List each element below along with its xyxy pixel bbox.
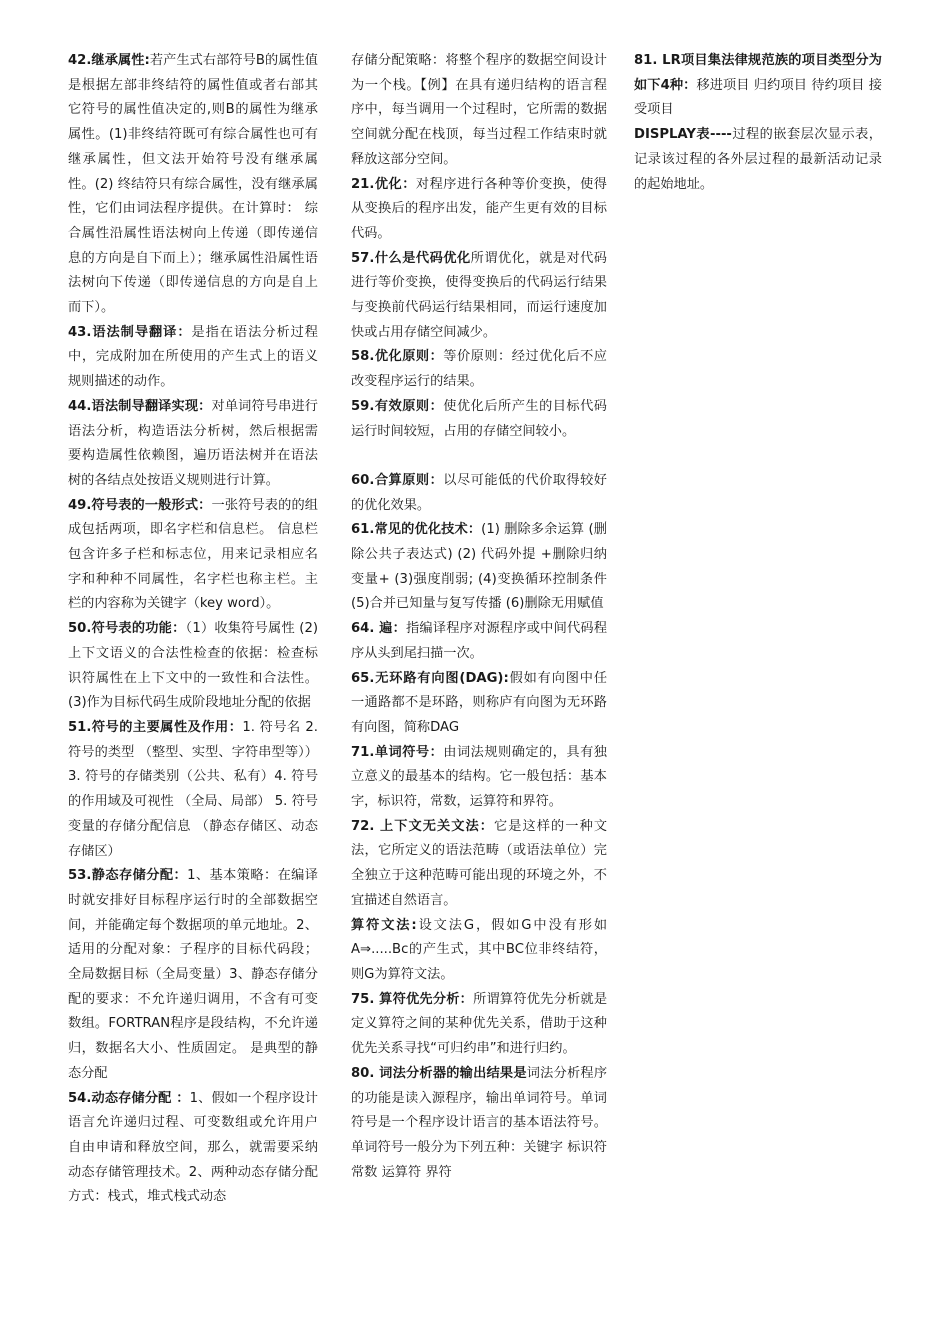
entry-text: 所谓优化，就是对代码进行等价变换，使得变换后的代码运行结果与变换前代码运行结果相同，而运行速度加快或占用存储空间减少。 [351,250,607,340]
entry-text: 存储分配策略：将整个程序的数据空间设计为一个栈。【例】在具有递归结构的语言程序中，每当调用一个过程时，它所需的数据空间就分配在栈顶，每当过程工作结束时就释放这部分空间。 [351,53,607,167]
entry [351,173,607,247]
entry [351,815,607,914]
entry-text: 若产生式右部符号B的属性值是根据左部非终结符的属性值或者右部其它符号的属性值决定的,则B的属性为继承属性。(1)非终结符既可有综合属性也可有继承属性，但文法开始符号没有继承属性。(2) 终结符只有综合属性，没有继承属性，它们由词法程序提供。在计算时： 综合属性沿属性语法树向上传递（即传递信息的方向是自下而上）；继承属性沿属性语法树向下传递（即传递信息的方向是自上而下）。 [68,53,318,316]
entry-text: 对单词符号串进行语法分析，构造语法分析树，然后根据需要构造属性依赖图，遍历语法树并在语法树的各结点处按语义规则进行计算。 [68,398,318,488]
entry-text: 使优化后所产生的目标代码运行时间较短，占用的存储空间较小。 [351,398,607,439]
entry [68,716,318,864]
entry-term: 60.合算原则： [351,472,444,488]
entry-term: 51.符号的主要属性及作用： [68,719,243,735]
entry [351,395,607,444]
entry-term: 61.常见的优化技术： [351,522,482,538]
entry [68,864,318,1086]
entry-text: 1、基本策略：在编译时就安排好目标程序运行时的全部数据空间，并能确定每个数据项的单元地址。2、适用的分配对象：子程序的目标代码段；全局数据目标（全局变量）3、静态存储分配的要求：不允许递归调用，不含有可变数组。FORTRAN程序是段结构，不允许递归，数据名大小、性质固定。 是典型的静态分配 [68,868,318,1081]
entry-text: 对程序进行各种等价变换，使得从变换后的程序出发，能产生更有效的目标代码。 [351,176,607,241]
entry-term: 57.什么是代码优化 [351,250,471,266]
entry-text: 由词法规则确定的，具有独立意义的最基本的结构。它一般包括：基本字，标识符，常数，运算符和界符。 [351,744,607,810]
entry [68,321,318,395]
entry-term: 算符文法: [351,917,417,933]
entry [634,49,882,123]
entry [68,617,318,716]
entry-term: 53.静态存储分配： [68,868,188,884]
entry [351,469,607,518]
entry [351,914,607,988]
entry-term: 43.语法制导翻译： [68,324,192,340]
entry [68,494,318,618]
entry-text: (1) 删除多余运算 (删除公共子表达式) (2) 代码外提 +删除归纳变量+ (3)强度削弱; (4)变换循环控制条件 (5)合并已知量与复写传播 (6)删除无用赋值 [351,522,607,612]
entry-text: 词法分析程序的功能是读入源程序，输出单词符号。单词符号是一个程序设计语言的基本语法符号。单词符号一般分为下列五种：关键字 标识符 常数 运算符 界符 [351,1065,608,1180]
entry-text: 移进项目 归约项目 待约项目 接受项目 [634,77,882,118]
entry-term: 75. 算符优先分析： [351,991,474,1007]
entry-text: 是指在语法分析过程中，完成附加在所使用的产生式上的语义规则描述的动作。 [68,324,318,390]
entry-text: 1. 符号名 2. 符号的类型 （整型、实型、字符串型等））3. 符号的存储类别（公共、私有）4. 符号的作用域及可视性 （全局、局部） 5. 符号变量的存储分配信息 （静态存储区、动态存储区） [68,719,318,859]
entry [68,395,318,494]
entry [351,247,607,346]
entry-text: 过程的嵌套层次显示表，记录该过程的各外层过程的最新活动记录的起始地址。 [634,127,882,192]
paragraph-gap [351,444,607,469]
entry [68,1087,318,1211]
entry [351,667,607,741]
entry [351,1062,607,1186]
entry-term: 58.优化原则： [351,349,444,365]
entry [351,617,607,666]
entry-term: DISPLAY表---- [634,127,732,143]
entry-term: 59.有效原则： [351,398,444,414]
column-right [634,49,882,197]
entry-text: 所谓算符优先分析就是定义算符之间的某种优先关系，借助于这种优先关系寻找“可归约串”和进行归约。 [351,991,608,1057]
entry-term: 21.优化： [351,176,416,192]
entry-text: 1、假如一个程序设计语言允许递归过程、可变数组或允许用户自由申请和释放空间，那么，就需要采纳动态存储管理技术。2、两种动态存储分配方式：栈式，堆式栈式动态 [68,1090,318,1205]
entry-term: 49.符号表的一般形式： [68,497,212,513]
entry-text: 设文法G，假如G中没有形如A⇒.....Bc的产生式，其中BC位非终结符，则G为算符文法。 [351,917,608,982]
column-middle [351,49,607,1185]
entry [351,345,607,394]
entry-term: 54.动态存储分配 ： [68,1090,190,1106]
entry [68,49,318,321]
entry-text: 以尽可能低的代价取得较好的优化效果。 [351,472,607,513]
entry [351,741,607,815]
entry-term: 65.无环路有向图(DAG): [351,670,509,686]
column-left [68,49,318,1210]
entry-term: 64. 遍： [351,621,407,637]
entry-text: （1）收集符号属性 (2) 上下文语义的合法性检查的依据：检查标识符属性在上下文中的一致性和合法性。(3)作为目标代码生成阶段地址分配的依据 [68,621,318,711]
entry-term: 44.语法制导翻译实现： [68,398,212,414]
entry [634,123,882,197]
entry-text: 假如有向图中任一通路都不是环路，则称庐有向图为无环路有向图，简称DAG [351,670,608,735]
entry [351,49,607,173]
entry [351,518,607,617]
entry-text: 它是这样的一种文法，它所定义的语法范畴（或语法单位）完全独立于这种范畴可能出现的环境之外，不宜描述自然语言。 [351,818,608,908]
entry-term: 81. LR项目集法律规范族的项目类型分为如下4种： [634,53,882,93]
entry-term: 71.单词符号： [351,744,444,760]
entry-term: 42.继承属性: [68,53,150,68]
entry-text: 指编译程序对源程序或中间代码程序从头到尾扫描一次。 [351,621,608,661]
entry-text: 一张符号表的的组成包括两项，即名字栏和信息栏。 信息栏包含许多子栏和标志位，用来记录相应名字和种种不同属性，名字栏也称主栏。主栏的内容称为关键字（key word）。 [68,497,318,612]
entry [351,988,607,1062]
entry-term: 80. 词法分析器的输出结果是 [351,1065,527,1081]
entry-term: 72. 上下文无关文法： [351,818,495,834]
entry-term: 50.符号表的功能： [68,621,186,637]
entry-text: 等价原则：经过优化后不应改变程序运行的结果。 [351,349,607,390]
